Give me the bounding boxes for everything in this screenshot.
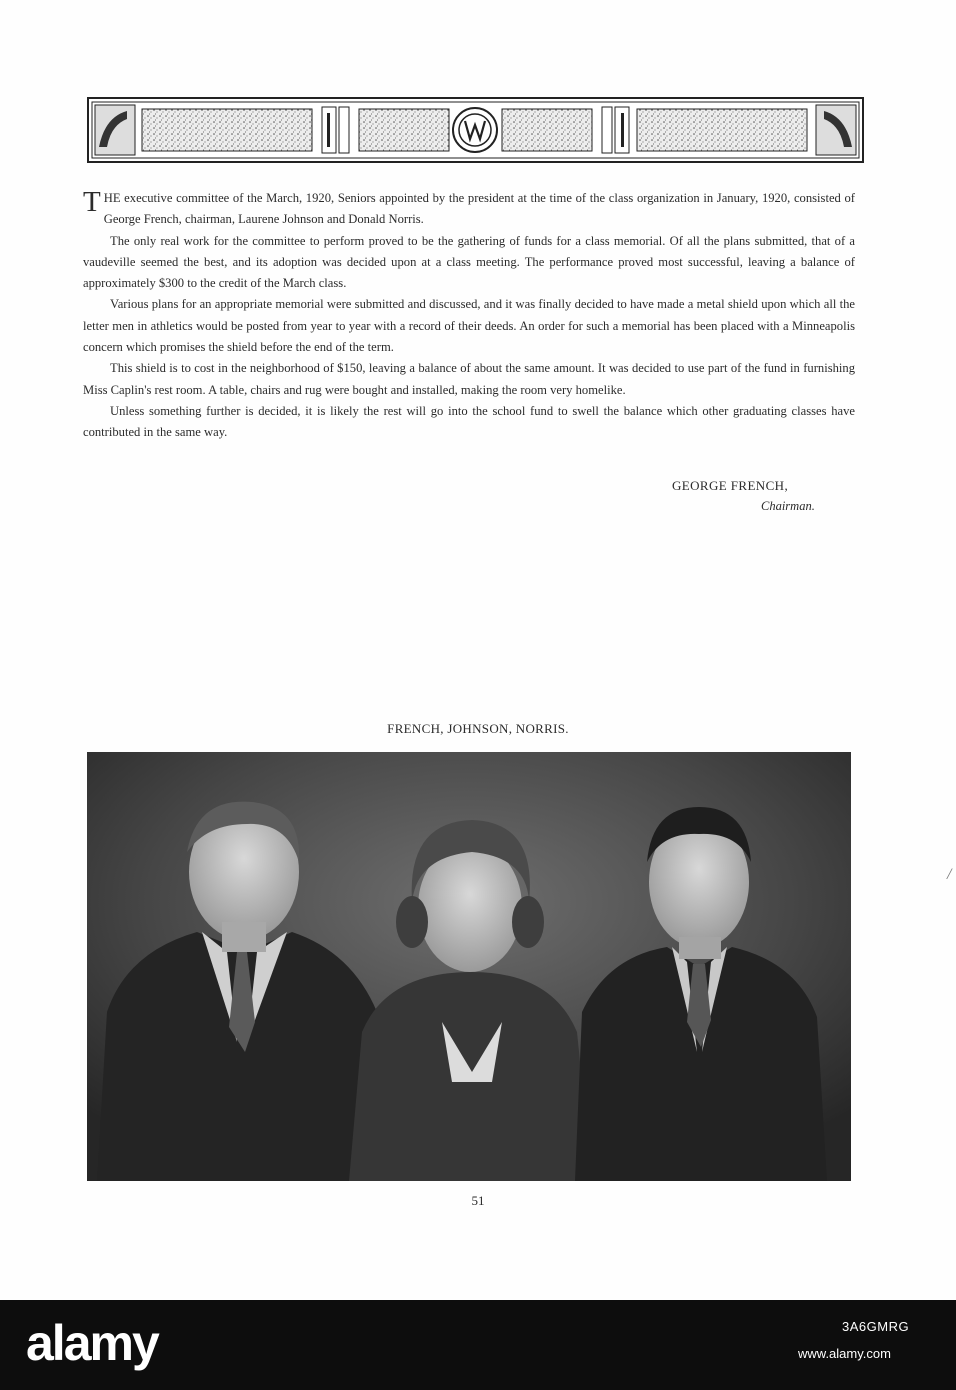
photo-caption: FRENCH, JOHNSON, NORRIS. (387, 721, 569, 736)
paragraph-4: This shield is to cost in the neighborhood of $150, leaving a balance of about the same amount. It was decided to use part of the fund in furnishing Miss Caplin's rest room. A table, chairs and rug were bought and installed, making the room very homelike. (83, 361, 855, 397)
paragraph-2: The only real work for the committee to perform proved to be the gathering of funds for a class memorial. Of all the plans submitted, that of a vaudeville seemed the best, and its adoption was decided upon at a class meeting. The performance proved most successful, leaving a balance of approximately $300 to the credit of the March class. (83, 233, 855, 291)
group-portrait-photo (87, 752, 851, 1181)
signature-name: GEORGE FRENCH, (672, 478, 789, 493)
margin-mark: / (947, 866, 952, 883)
image-id-label: 3A6GMRG (842, 1319, 910, 1334)
ornamental-header-band (87, 97, 864, 163)
paragraph-3: Various plans for an appropriate memorial were submitted and discussed, and it was finally decided to have made a metal shield upon which all the letter men in athletics would be posted from year to year with a record of their deeds. An order for such a memorial has been placed with a Minneapolis concern which promises the shield before the end of the term. (83, 297, 855, 355)
watermark-url: www.alamy.com (798, 1346, 891, 1361)
ornamental-border-art (87, 97, 864, 163)
drop-cap: T (83, 186, 101, 218)
committee-report-text (83, 188, 855, 444)
portrait-illustration (87, 752, 851, 1181)
signature-title: Chairman. (761, 499, 815, 513)
paragraph-1: THE executive committee of the March, 1920, Seniors appointed by the president at the time of the class organization in January, 1920, consisted of George French, chairman, Laurene Johnson and Donald Norris. (83, 186, 855, 227)
paragraph-5: Unless something further is decided, it is likely the rest will go into the school fund to swell the balance which other graduating classes have contributed in the same way. (83, 403, 855, 440)
alamy-logo: alamy (26, 1315, 158, 1371)
page-number: 51 (471, 1193, 485, 1208)
